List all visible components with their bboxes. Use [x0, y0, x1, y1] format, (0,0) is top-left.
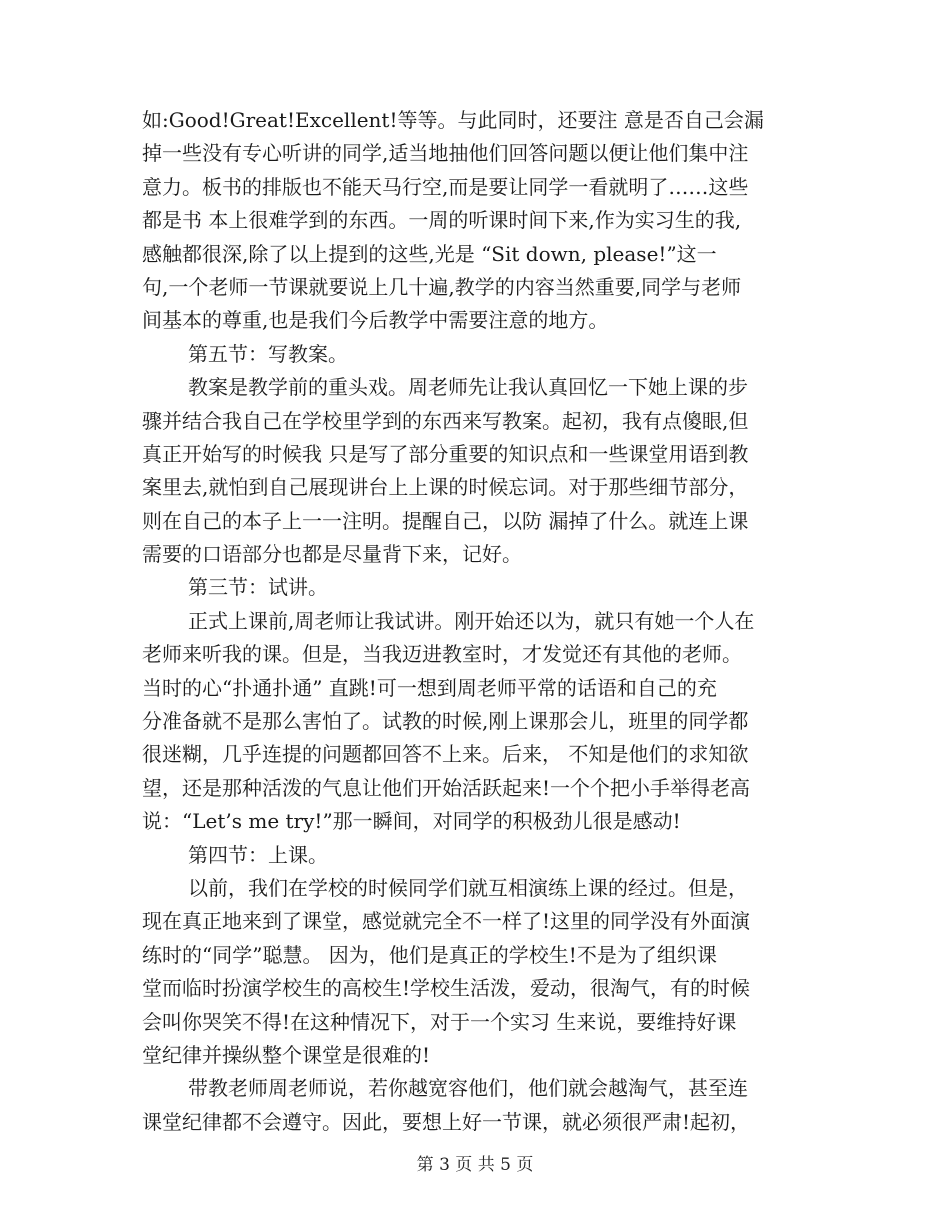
- text-line: 课堂纪律都不会遵守。因此，要想上好一节课，就必须很严肃!起初，: [142, 1109, 751, 1134]
- text-line: 会叫你哭笑不得!在这种情况下，对于一个实习 生来说，要维持好课: [142, 1009, 737, 1034]
- text-line: 感触都很深,除了以上提到的这些,光是 “Sit down, please!”这一: [142, 241, 717, 266]
- text-line: 现在真正地来到了课堂，感觉就完全不一样了!这里的同学没有外面演: [142, 909, 751, 934]
- text-line: 望，还是那种活泼的气息让他们开始活跃起来!一个个把小手举得老高: [142, 775, 751, 800]
- page-footer: 第 3 页 共 5 页: [416, 1155, 534, 1175]
- document-body: [142, 104, 806, 1139]
- text-line: 都是书 本上很难学到的东西。一周的听课时间下来,作为实习生的我,: [142, 208, 742, 233]
- text-line: 当时的心“扑通扑通” 直跳!可一想到周老师平常的话语和自己的充: [142, 675, 717, 700]
- text-line: 如:Good!Great!Excellent!等等。与此同时，还要注 意是否自己会漏: [142, 108, 764, 132]
- text-line: 真正开始写的时候我 只是写了部分重要的知识点和一些课堂用语到教: [142, 441, 749, 466]
- text-line: 教案是教学前的重头戏。周老师先让我认真回忆一下她上课的步: [188, 375, 748, 400]
- text-line: 需要的口语部分也都是尽量背下来，记好。: [142, 542, 522, 567]
- section-heading: 第五节：写教案。: [188, 341, 348, 366]
- text-line: 分准备就不是那么害怕了。试教的时候,刚上课那会儿，班里的同学都: [142, 709, 749, 734]
- text-line: 间基本的尊重,也是我们今后教学中需要注意的地方。: [142, 308, 609, 333]
- text-line: 堂而临时扮演学校生的高校生!学校生活泼，爱动，很淘气，有的时候: [142, 976, 751, 1001]
- text-line: 正式上课前,周老师让我试讲。刚开始还以为，就只有她一个人在: [188, 608, 755, 633]
- text-line: 案里去,就怕到自己展现讲台上上课的时候忘词。对于那些细节部分，: [142, 475, 749, 500]
- text-line: 练时的“同学”聪慧。 因为，他们是真正的学校生!不是为了组织课: [142, 942, 717, 967]
- section-heading: 第四节：上课。: [188, 842, 328, 867]
- text-line: 带教老师周老师说，若你越宽容他们，他们就会越淘气，甚至连: [188, 1076, 748, 1101]
- text-line: 老师来听我的课。但是，当我迈进教室时，才发觉还有其他的老师。: [142, 642, 742, 667]
- text-line: 句,一个老师一节课就要说上几十遍,教学的内容当然重要,同学与老师: [142, 274, 742, 299]
- text-line: 意力。板书的排版也不能天马行空,而是要让同学一看就明了……这些: [142, 174, 749, 199]
- text-line: 堂纪律并操纵整个课堂是很难的!: [142, 1042, 431, 1067]
- text-line: 则在自己的本子上一一注明。提醒自己，以防 漏掉了什么。就连上课: [142, 508, 749, 533]
- text-line: 骤并结合我自己在学校里学到的东西来写教案。起初，我有点傻眼,但: [142, 408, 749, 433]
- text-line: 说：“Let’s me try!”那一瞬间，对同学的积极劲儿很是感动!: [142, 809, 681, 834]
- text-line: 以前，我们在学校的时候同学们就互相演练上课的经过。但是，: [188, 875, 748, 900]
- section-heading: 第三节：试讲。: [188, 575, 328, 600]
- text-line: 很迷糊，几乎连提的问题都回答不上来。后来， 不知是他们的求知欲: [142, 742, 749, 767]
- text-line: 掉一些没有专心听讲的同学,适当地抽他们回答问题以便让他们集中注: [142, 141, 749, 166]
